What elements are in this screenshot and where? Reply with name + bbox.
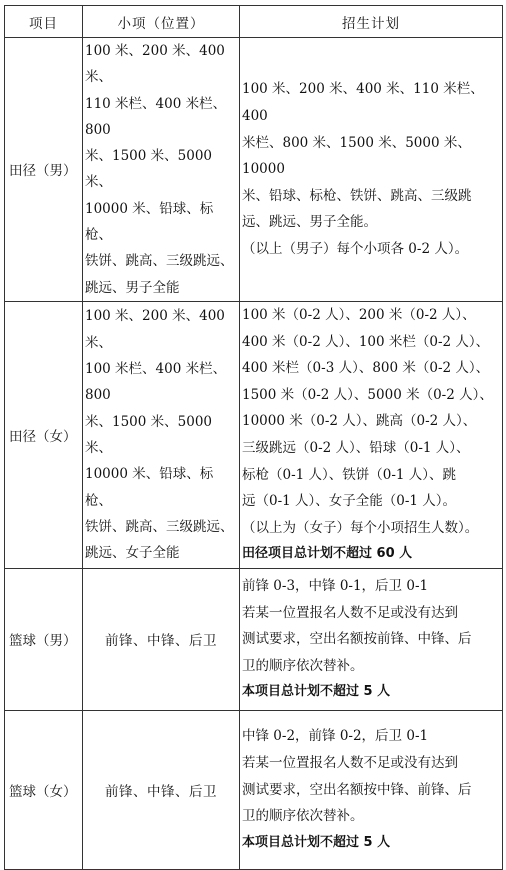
project-cell: 篮球（男） — [5, 568, 83, 710]
plan-cell — [240, 568, 503, 710]
plan-text: 前锋 0-3，中锋 0-1，后卫 0-1 若某一位置报名人数不足或没有达到 测试要求，空出名额按前锋、中锋、后 卫的顺序依次替补。 — [242, 577, 472, 674]
items-cell: 100 米、200 米、400 米、 110 米栏、400 米栏、800 米、1500 米、5000 米、 10000 米、铅球、标枪、 铁饼、跳高、三级跳远、 跳远、男子全能 — [83, 38, 240, 302]
header-project: 项目 — [5, 6, 83, 38]
project-cell: 篮球（女） — [5, 710, 83, 869]
plan-cell — [240, 710, 503, 869]
plan-cell — [240, 301, 503, 568]
table-row — [5, 38, 503, 302]
plan-total: 本项目总计划不超过 5 人 — [242, 834, 391, 850]
plan-total: 田径项目总计划不超过 60 人 — [242, 546, 413, 562]
header-items: 小项（位置） — [83, 6, 240, 38]
items-cell: 前锋、中锋、后卫 — [83, 710, 240, 869]
plan-text: 中锋 0-2，前锋 0-2，后卫 0-1 若某一位置报名人数不足或没有达到 测试要求，空出名额按中锋、前锋、后 卫的顺序依次替补。 — [242, 728, 472, 825]
plan-text: 100 米（0-2 人）、200 米（0-2 人）、 400 米（0-2 人）、100 米栏（0-2 人）、 400 米栏（0-3 人）、800 米（0-2 人）、 1500 米（0-2 人）、5000 米（0-2 人）、 10000 米（0-2 人）、跳高（0-2 人）、 三级跳远（0-2 人）、铅球（0-1 人）、 标枪（0-1 人）、铁饼（0-1 人）、跳 远（0-1 人）、女子全能（0-1 人）。 （以上为（女子）每个小项招生人数）。 — [242, 306, 493, 536]
table-header-row — [5, 6, 503, 38]
items-cell: 前锋、中锋、后卫 — [83, 568, 240, 710]
plan-cell: 100 米、200 米、400 米、110 米栏、400 米栏、800 米、1500 米、5000 米、10000 米、铅球、标枪、铁饼、跳高、三级跳 远、跳远、男子全能。 （以上（男子）每个小项各 0-2 人）。 — [240, 38, 503, 302]
table-row — [5, 301, 503, 568]
table-row — [5, 710, 503, 869]
project-cell: 田径（女） — [5, 301, 83, 568]
table-row — [5, 568, 503, 710]
project-cell: 田径（男） — [5, 38, 83, 302]
plan-total: 本项目总计划不超过 5 人 — [242, 684, 391, 700]
header-plan: 招生计划 — [240, 6, 503, 38]
items-cell: 100 米、200 米、400 米、 100 米栏、400 米栏、800 米、1500 米、5000 米、 10000 米、铅球、标枪、 铁饼、跳高、三级跳远、 跳远、女子全能 — [83, 301, 240, 568]
recruitment-plan-table — [4, 5, 503, 870]
